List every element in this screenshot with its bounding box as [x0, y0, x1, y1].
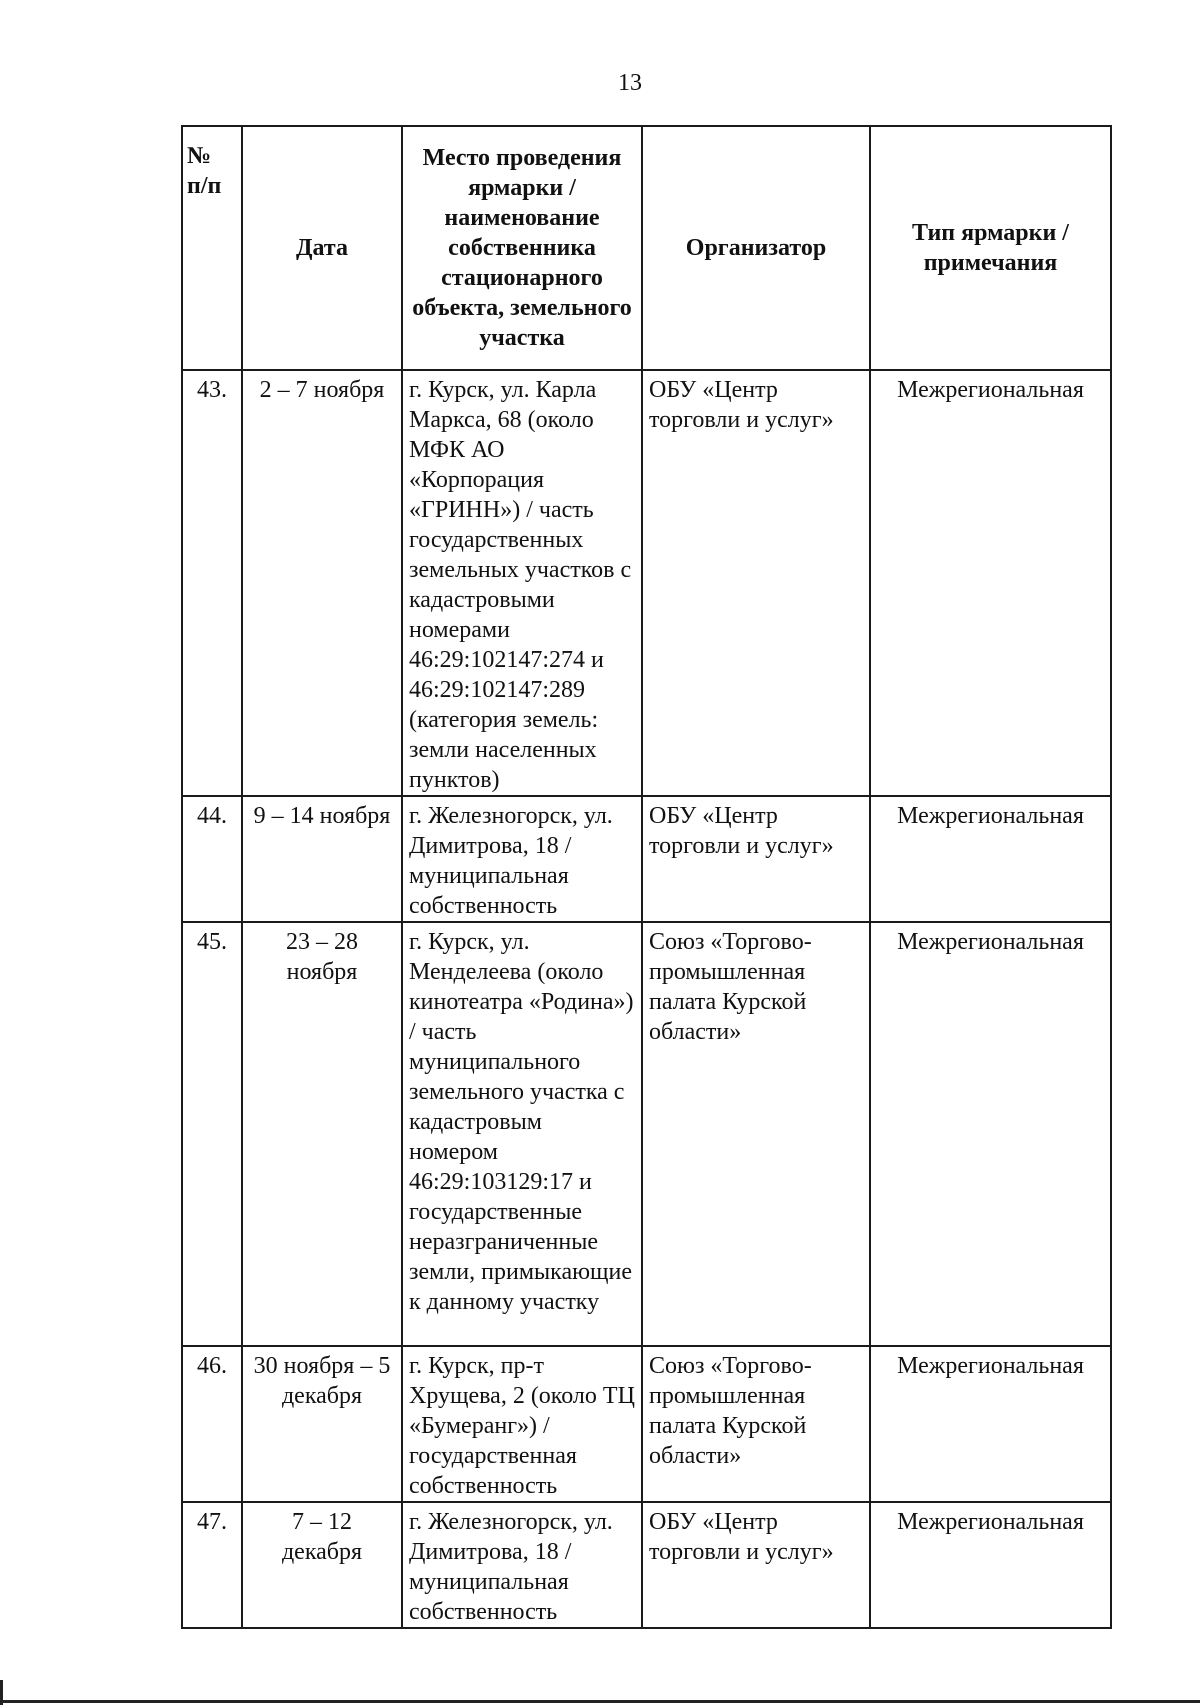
row-place: г. Курск, ул. Менделеева (около кинотеатра «Родина») / часть муниципального земельного участка с кадастровым номером 46:29:103129:17 и государственные неразграниченные земли, примыкающие к данному участку	[402, 922, 642, 1346]
row-organizer: Союз «Торгово-промышленная палата Курской области»	[642, 922, 870, 1346]
table-row	[182, 1346, 1111, 1502]
row-type: Межрегиональная	[870, 922, 1111, 1346]
header-num: № п/п	[182, 126, 242, 370]
row-date: 30 ноября – 5 декабря	[242, 1346, 402, 1502]
page-number: 13	[618, 70, 642, 96]
row-type: Межрегиональная	[870, 1346, 1111, 1502]
row-place: г. Железногорск, ул. Димитрова, 18 / муниципальная собственность	[402, 796, 642, 922]
row-date: 2 – 7 ноября	[242, 370, 402, 796]
fairs-table	[181, 125, 1112, 1629]
header-date: Дата	[242, 126, 402, 370]
row-date: 7 – 12 декабря	[242, 1502, 402, 1628]
table-row	[182, 1502, 1111, 1628]
table-header-row	[182, 126, 1111, 370]
row-number: 44.	[182, 796, 242, 922]
row-number: 46.	[182, 1346, 242, 1502]
row-date: 23 – 28 ноября	[242, 922, 402, 1346]
row-number: 43.	[182, 370, 242, 796]
row-date: 9 – 14 ноября	[242, 796, 402, 922]
scan-left-edge	[0, 1680, 3, 1705]
table-row	[182, 922, 1111, 1346]
row-place: г. Курск, ул. Карла Маркса, 68 (около МФК АО «Корпорация «ГРИНН») / часть государственных земельных участков с кадастровыми номерами 46:29:102147:274 и 46:29:102147:289 (категория земель: земли населенных пунктов)	[402, 370, 642, 796]
row-type: Межрегиональная	[870, 1502, 1111, 1628]
header-type: Тип ярмарки / примечания	[870, 126, 1111, 370]
scan-bottom-edge	[0, 1700, 1200, 1703]
row-organizer: Союз «Торгово-промышленная палата Курской области»	[642, 1346, 870, 1502]
table-row	[182, 370, 1111, 796]
row-place: г. Железногорск, ул. Димитрова, 18 / муниципальная собственность	[402, 1502, 642, 1628]
row-organizer: ОБУ «Центр торговли и услуг»	[642, 370, 870, 796]
table-row	[182, 796, 1111, 922]
row-type: Межрегиональная	[870, 370, 1111, 796]
row-organizer: ОБУ «Центр торговли и услуг»	[642, 1502, 870, 1628]
row-type: Межрегиональная	[870, 796, 1111, 922]
row-organizer: ОБУ «Центр торговли и услуг»	[642, 796, 870, 922]
header-place: Место проведения ярмарки / наименование собственника стационарного объекта, земельного участка	[402, 126, 642, 370]
header-organizer: Организатор	[642, 126, 870, 370]
row-place: г. Курск, пр-т Хрущева, 2 (около ТЦ «Бумеранг») / государственная собственность	[402, 1346, 642, 1502]
row-number: 45.	[182, 922, 242, 1346]
row-number: 47.	[182, 1502, 242, 1628]
